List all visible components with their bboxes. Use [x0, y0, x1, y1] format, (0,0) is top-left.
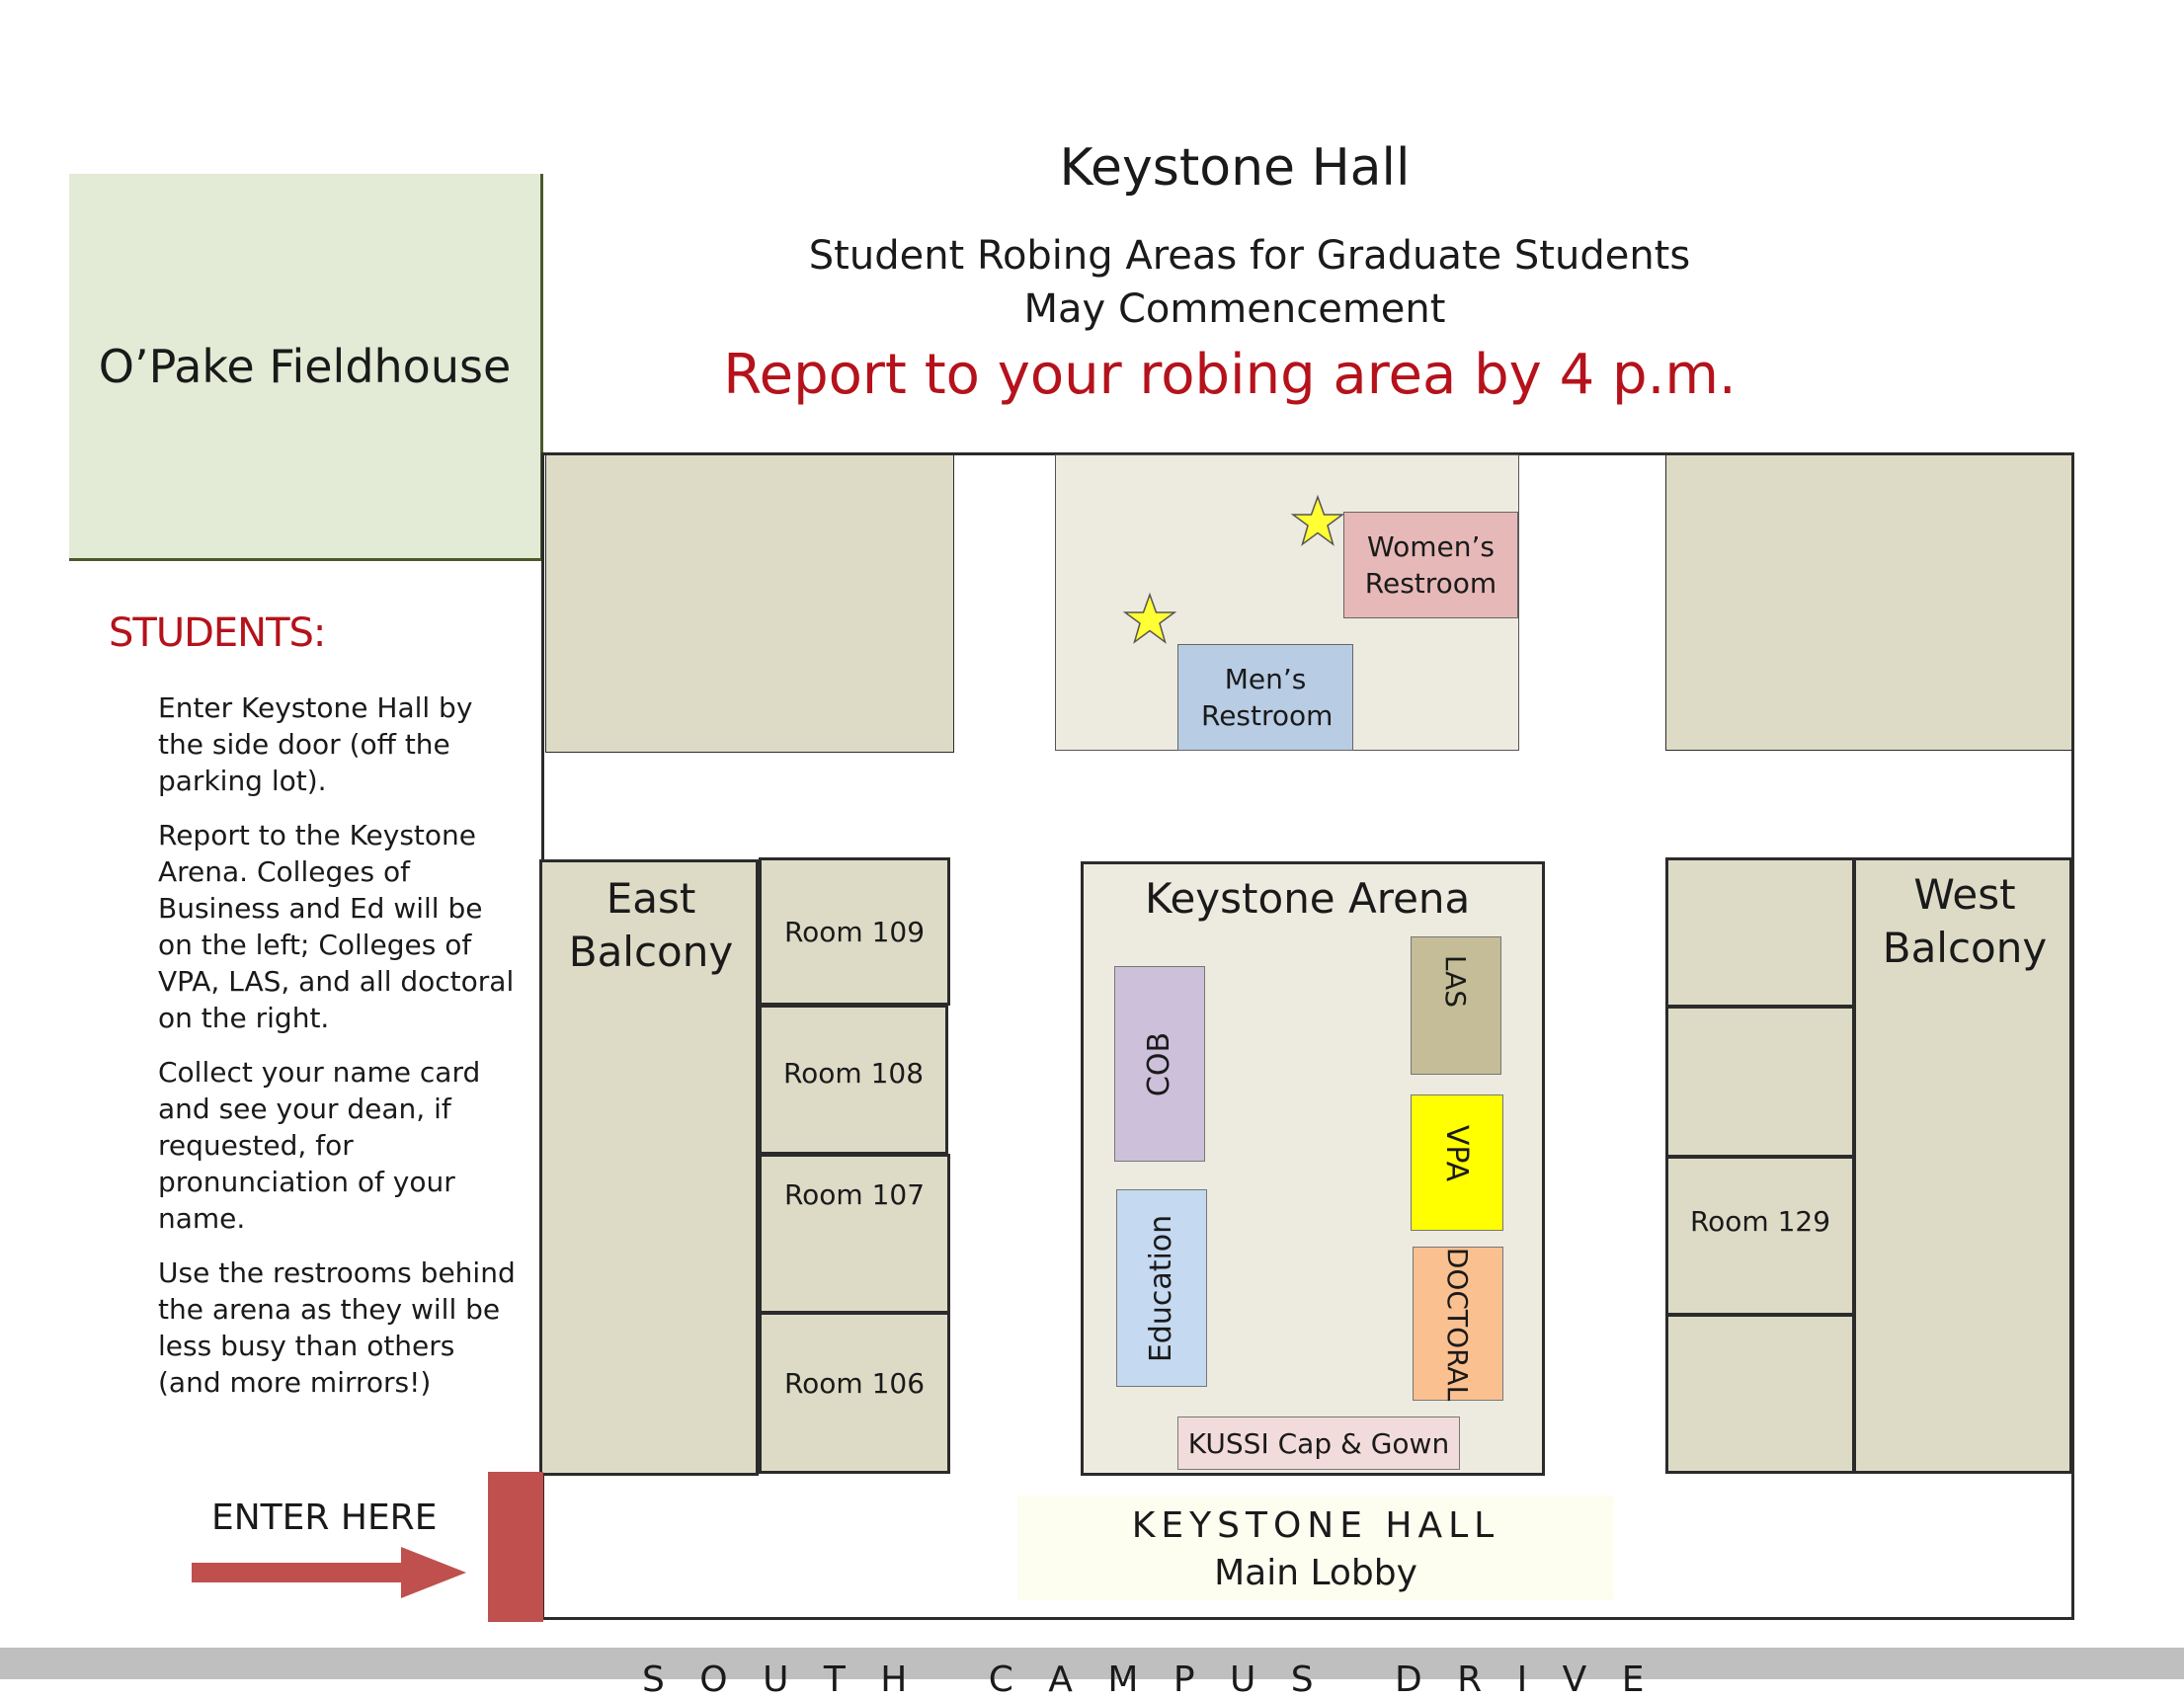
education-label: Education	[1144, 1214, 1179, 1362]
room-109	[759, 857, 950, 1006]
room-106	[759, 1312, 950, 1474]
west-room-a	[1665, 857, 1855, 1008]
west-room-d	[1665, 1314, 1855, 1474]
list-item-text: Report to the Keystone Arena. Colleges of Business and Ed will be on the left; Colleges of VPA, LAS, and all doctoral on the right.	[158, 819, 515, 1034]
las-label: LAS	[1439, 954, 1473, 1008]
doctoral-zone	[1413, 1247, 1503, 1401]
south-campus-drive	[0, 1648, 2184, 1700]
list-item-text: Use the restrooms behind the arena as they will be less busy than others (and more mirrors!)	[158, 1256, 516, 1399]
vpa-zone	[1411, 1094, 1503, 1231]
room-108	[759, 1005, 948, 1155]
arena-title: Keystone Arena	[1145, 874, 1471, 923]
checkbox-icon	[109, 817, 128, 843]
page-title: Keystone Hall	[1059, 138, 1411, 198]
report-notice: Report to your robing area by 4 p.m.	[723, 342, 1737, 407]
womens-restroom-label: Women’s Restroom	[1364, 530, 1497, 600]
las-zone	[1411, 936, 1501, 1075]
star-icon	[1290, 495, 1345, 548]
doctoral-label: DOCTORAL	[1441, 1247, 1475, 1401]
list-item	[109, 1255, 524, 1401]
west-balcony-label: West Balcony	[1882, 870, 2048, 972]
checkbox-icon	[109, 689, 128, 715]
kussi-label: KUSSI Cap & Gown	[1187, 1426, 1450, 1460]
cob-label: COB	[1142, 1031, 1177, 1096]
lobby-title: KEYSTONE HALL	[1131, 1505, 1500, 1546]
entrance-label: ENTER HERE	[211, 1498, 438, 1538]
fieldhouse-building	[69, 174, 543, 561]
west-balcony	[1853, 857, 2072, 1474]
north-room-east	[545, 454, 954, 753]
vpa-label: VPA	[1439, 1124, 1475, 1181]
north-room-west	[1665, 454, 2072, 751]
checkbox-icon	[109, 1054, 128, 1080]
list-item	[109, 1054, 524, 1237]
list-item	[109, 817, 524, 1036]
womens-restroom	[1343, 512, 1518, 618]
fieldhouse-label: O’Pake Fieldhouse	[98, 339, 512, 393]
east-balcony	[539, 859, 759, 1476]
street-label: S O U T H C A M P U S D R I V E	[642, 1660, 1657, 1700]
list-item	[109, 689, 524, 799]
room-label: Room 129	[1689, 1204, 1831, 1238]
page-subtitle-2: May Commencement	[1023, 286, 1446, 332]
students-heading: STUDENTS:	[109, 610, 326, 656]
list-item-text: Collect your name card and see your dean, if requested, for pronunciation of your name.	[158, 1056, 481, 1235]
mens-restroom-label: Men’s Restroom	[1201, 663, 1334, 732]
room-129	[1665, 1156, 1855, 1316]
cob-zone	[1114, 966, 1205, 1162]
side-door	[488, 1472, 543, 1622]
room-label: Room 106	[783, 1366, 926, 1400]
west-room-b	[1665, 1006, 1855, 1158]
room-107	[759, 1154, 950, 1314]
east-balcony-label: East Balcony	[568, 874, 734, 976]
page-subtitle: Student Robing Areas for Graduate Students	[808, 233, 1691, 279]
main-lobby	[1017, 1496, 1614, 1600]
star-icon	[1122, 593, 1177, 646]
lobby-subtitle: Main Lobby	[1214, 1553, 1417, 1593]
education-zone	[1116, 1189, 1207, 1387]
kussi-cap-gown-zone	[1177, 1417, 1460, 1470]
room-label: Room 109	[783, 915, 926, 948]
mens-restroom	[1177, 644, 1353, 751]
arrow-right-icon	[192, 1545, 470, 1600]
room-label: Room 108	[782, 1056, 925, 1090]
room-label: Room 107	[783, 1177, 926, 1211]
checkbox-icon	[109, 1255, 128, 1280]
list-item-text: Enter Keystone Hall by the side door (off the parking lot).	[158, 691, 473, 797]
students-list	[109, 689, 524, 1418]
